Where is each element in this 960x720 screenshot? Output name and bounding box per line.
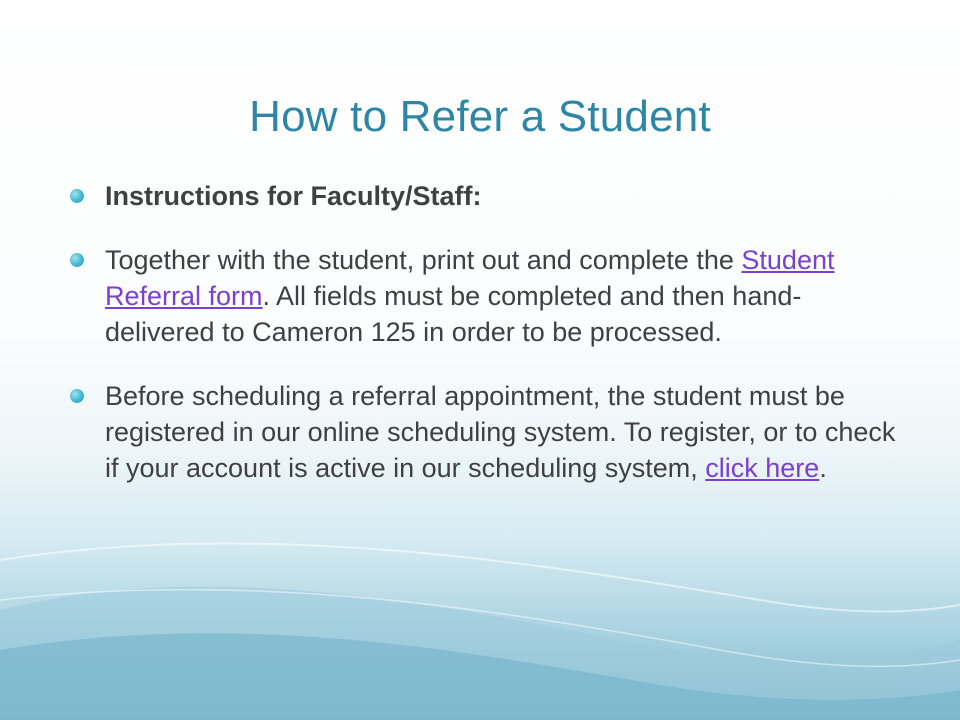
bullet-list xyxy=(70,178,900,514)
registration-text-after: . xyxy=(819,453,827,483)
referral-text-before: Together with the student, print out and complete the xyxy=(105,245,742,275)
slide-title: How to Refer a Student xyxy=(249,92,711,141)
instructions-heading: Instructions for Faculty/Staff: xyxy=(105,181,482,211)
bullet-dot-icon xyxy=(70,389,84,403)
student-referral-form-link[interactable]: Student Referral form xyxy=(105,245,835,311)
registration-text-before: Before scheduling a referral appointment, the student must be registered in our online scheduling system. To register, or to check if your account is active in our scheduling system, xyxy=(105,381,896,483)
bullet-dot-icon xyxy=(70,253,84,267)
bullet-referral-form xyxy=(70,242,900,350)
bullet-dot-icon xyxy=(70,189,84,203)
bullet-registration xyxy=(70,378,900,486)
referral-text-after: . All fields must be completed and then hand-delivered to Cameron 125 in order to be processed. xyxy=(105,281,802,347)
click-here-link[interactable]: click here xyxy=(705,453,820,483)
bullet-instructions-heading xyxy=(70,178,900,214)
